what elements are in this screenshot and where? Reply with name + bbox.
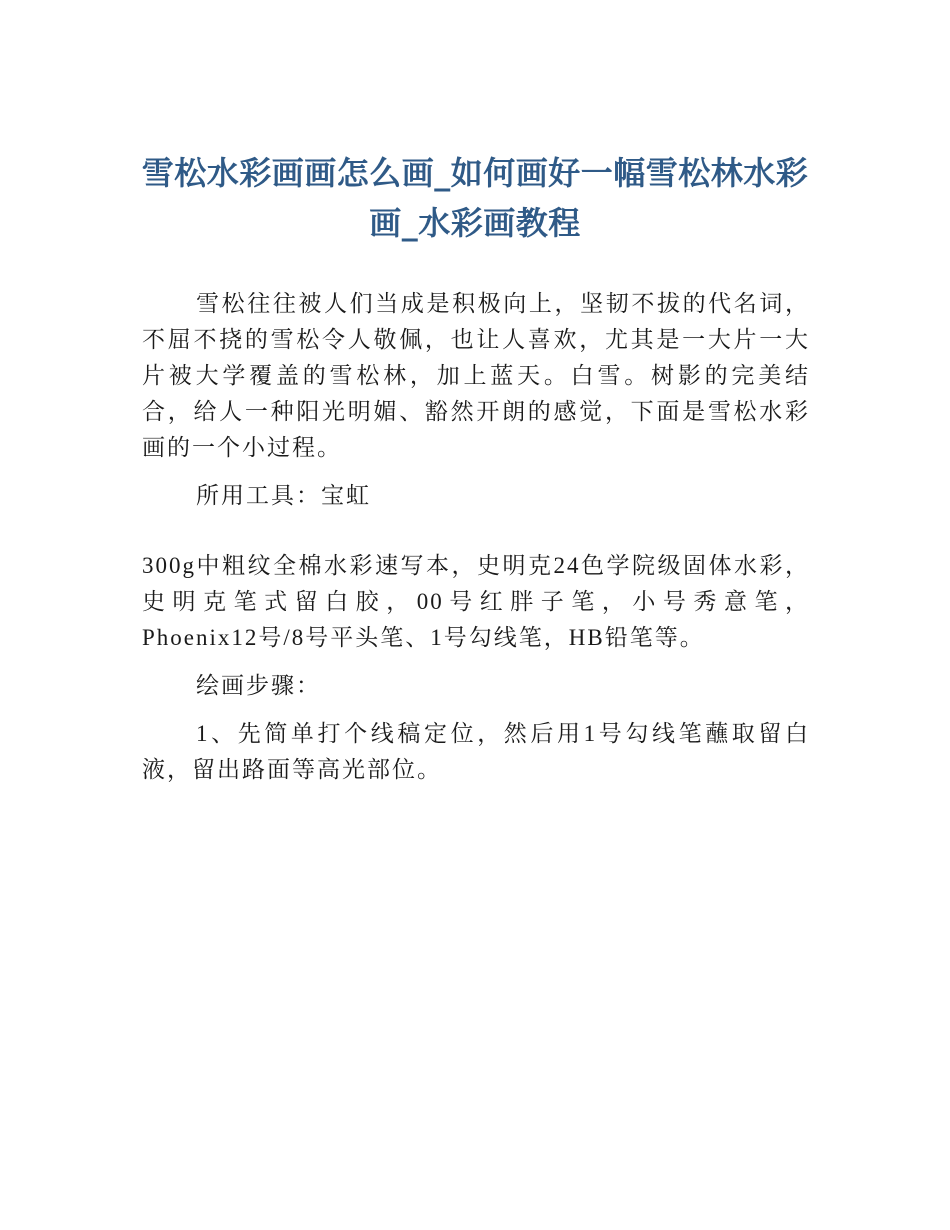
document-title: 雪松水彩画画怎么画_如何画好一幅雪松林水彩画_水彩画教程 — [141, 154, 809, 242]
tools-label-paragraph: 所用工具：宝虹 — [196, 483, 371, 508]
step-1-paragraph: 1、先简单打个线稿定位，然后用1号勾线笔蘸取留白液，留出路面等高光部位。 — [142, 721, 810, 782]
document-body — [142, 286, 810, 788]
tools-list-paragraph: 300g中粗纹全棉水彩速写本，史明克24色学院级固体水彩，史明克笔式留白胶，00号红胖子笔，小号秀意笔，Phoenix12号/8号平头笔、1号勾线笔，HB铅笔等。 — [142, 553, 810, 650]
intro-paragraph: 雪松往往被人们当成是积极向上，坚韧不拔的代名词，不屈不挠的雪松令人敬佩，也让人喜欢，尤其是一大片一大片被大学覆盖的雪松林，加上蓝天。白雪。树影的完美结合，给人一种阳光明媚、豁然开朗的感觉，下面是雪松水彩画的一个小过程。 — [142, 291, 810, 460]
steps-label-paragraph: 绘画步骤： — [196, 673, 321, 698]
